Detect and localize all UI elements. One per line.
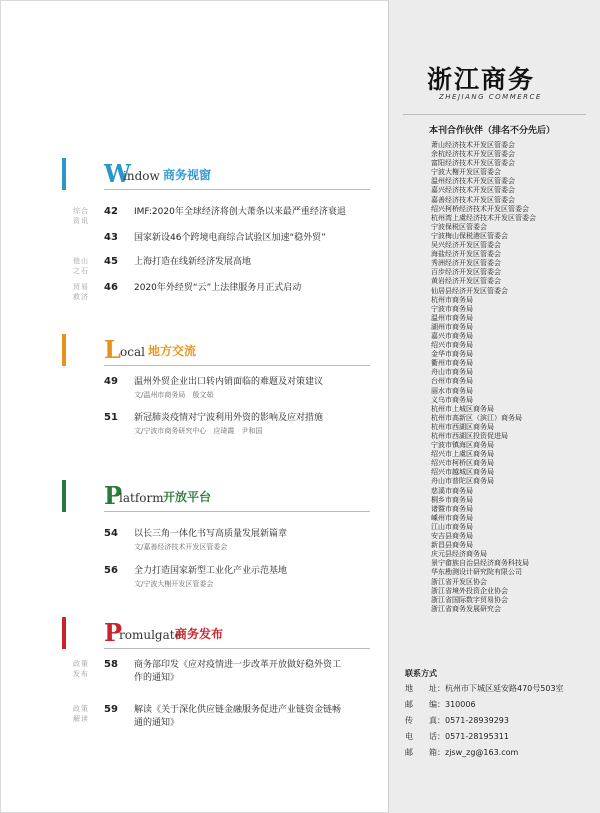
partner-item: 杭州市西湖区投资促进局 [431, 432, 508, 440]
section-accent-bar [62, 158, 66, 190]
partners-title: 本刊合作伙伴（排名不分先后） [429, 126, 556, 136]
partner-item: 金华市商务局 [431, 350, 473, 359]
partner-item: 海盐经济开发区管委会 [431, 250, 501, 259]
page-number: 51 [104, 412, 118, 423]
brand-logo: 浙江商务 [427, 65, 536, 94]
article-author: 文/宁波大榭开发区管委会 [134, 580, 214, 588]
partner-item: 百步经济开发区管委会 [431, 268, 501, 277]
section-accent-bar [62, 334, 66, 366]
partner-item: 台州市商务局 [431, 377, 473, 386]
category-label: 政策解读 [73, 705, 89, 723]
contact-label: 邮 [405, 700, 415, 709]
partner-item: 衢州市商务局 [431, 359, 473, 368]
page-number: 42 [104, 206, 118, 217]
page-number: 46 [104, 282, 118, 293]
partner-item: 庆元县经济商务局 [431, 550, 487, 559]
partner-item: 富阳经济技术开发区管委会 [431, 159, 515, 168]
partner-item: 吴兴经济开发区管委会 [431, 241, 501, 250]
category-label: 贸易救济 [73, 283, 89, 301]
page-number: 56 [104, 565, 118, 576]
article-title: 国家新设46个跨境电商综合试验区加速“稳外贸” [134, 233, 326, 243]
partner-item: 杭州市高新区（滨江）商务局 [431, 413, 522, 422]
section-platform [62, 480, 370, 588]
section-chinese-title: 地方交流 [148, 344, 197, 358]
partner-item: 慈溪市商务局 [431, 486, 473, 495]
contact-label: 地 [405, 684, 415, 693]
contact-label: 邮 [405, 748, 415, 757]
section-initial: W [104, 159, 131, 188]
partner-item: 秀洲经济开发区管委会 [431, 259, 501, 268]
partner-item: 宁波市商务局 [431, 304, 473, 313]
partner-item: 绍兴市越城区商务局 [431, 468, 494, 477]
article-title: 上海打造在线新经济发展高地 [134, 257, 252, 267]
partner-item: 宁波梅山保税港区管委会 [431, 231, 508, 240]
contact-label: 传 [405, 716, 415, 725]
partner-item: 丽水市商务局 [431, 386, 473, 395]
partner-item: 绍兴柯桥经济技术开发区管委会 [431, 204, 529, 213]
partner-item: 杭州市西湖区商务局 [431, 422, 494, 431]
article-title: IMF:2020年全球经济将创大萧条以来最严重经济衰退 [134, 207, 346, 217]
sidebar-divider [403, 114, 586, 115]
partner-item: 浙江省境外投资企业协会 [431, 586, 508, 595]
partner-item: 杭州湾上虞经济技术开发区管委会 [431, 213, 536, 222]
article-title: 2020年外经贸“云”上法律服务月正式启动 [134, 283, 302, 293]
partner-item: 嵊州市商务局 [431, 513, 473, 522]
partner-item: 余杭经济技术开发区管委会 [431, 150, 515, 159]
partner-item: 新昌县商务局 [431, 541, 473, 550]
contact-value: 箱：zjsw_zg@163.com [429, 748, 519, 757]
partner-item: 宁波市镇海区商务局 [431, 441, 494, 450]
partner-item: 浙江省国际数字贸易协会 [431, 595, 508, 604]
contact-value: 址：杭州市下城区延安路470号503室 [429, 684, 564, 693]
partner-item: 嘉善经济技术开发区管委会 [431, 195, 515, 204]
partner-item: 华东勘测设计研究院有限公司 [431, 568, 522, 577]
partner-item: 舟山市商务局 [431, 368, 473, 377]
section-header [62, 480, 370, 514]
partner-item: 景宁畲族自治县经济商务科技局 [431, 559, 529, 568]
contact-value: 真：0571-28939293 [429, 716, 509, 725]
partner-item: 浙江省商务发展研究会 [431, 604, 501, 613]
section-rule [104, 648, 370, 649]
section-chinese-title: 商务视窗 [163, 168, 212, 182]
partner-item: 杭州市商务局 [431, 295, 473, 304]
partner-item: 诸暨市商务局 [431, 504, 473, 513]
section-accent-bar [62, 480, 66, 512]
section-english-title: latform [119, 491, 164, 505]
section-promulgate [62, 617, 370, 728]
section-rule [104, 365, 370, 366]
article-title: 温州外贸企业出口转内销面临的难题及对策建议 [134, 377, 324, 387]
section-english-title: indow [123, 169, 160, 183]
category-label: 政策发布 [73, 660, 89, 678]
partner-item: 舟山市普陀区商务局 [431, 477, 494, 486]
partner-item: 杭州市上城区商务局 [431, 404, 494, 413]
article-author: 文/温州市商务局 殷文茹 [134, 391, 214, 399]
article-author: 文/宁波市商务研究中心 应琦霞 尹和国 [134, 427, 263, 435]
page-number: 54 [104, 528, 118, 539]
section-initial: P [104, 618, 123, 647]
partner-item: 宁波保税区管委会 [431, 222, 487, 231]
section-chinese-title: 开放平台 [163, 490, 212, 504]
partner-item: 绍兴市上虞区商务局 [431, 450, 494, 459]
partner-item: 萧山经济技术开发区管委会 [431, 141, 515, 149]
article-title: 商务部印发《应对疫情进一步改革开放做好稳外资工作的通知》 [134, 660, 342, 683]
contact-label: 电 [405, 732, 415, 741]
contact-title: 联系方式 [405, 669, 437, 678]
partner-item: 嘉兴经济技术开发区管委会 [431, 186, 515, 195]
section-accent-bar [62, 617, 66, 649]
partner-item: 绍兴市柯桥区商务局 [431, 459, 494, 468]
article-title: 全力打造国家新型工业化产业示范基地 [134, 566, 288, 576]
section-header [62, 617, 370, 651]
brand-logo-english: ZHEJIANG COMMERCE [439, 93, 542, 101]
page-number: 59 [104, 704, 118, 715]
page-number: 45 [104, 256, 118, 267]
category-label: 综合资讯 [73, 207, 89, 225]
partner-item: 绍兴市商务局 [431, 341, 473, 350]
partner-item: 嘉兴市商务局 [431, 331, 473, 340]
section-english-title: ocal [120, 345, 145, 359]
contact-value: 话：0571-28195311 [429, 732, 509, 741]
article-title: 解读《关于深化供应链金融服务促进产业链资金链畅通的通知》 [134, 705, 342, 728]
partner-item: 温州经济技术开发区管委会 [431, 177, 515, 186]
section-header [62, 334, 370, 368]
partner-item: 桐乡市商务局 [431, 495, 473, 504]
sidebar [388, 0, 600, 813]
section-chinese-title: 商务发布 [175, 627, 224, 641]
page-number: 43 [104, 232, 118, 243]
partner-item: 宁波大榭开发区管委会 [431, 168, 501, 177]
partner-item: 浙江省开发区协会 [431, 577, 487, 586]
section-rule [104, 511, 370, 512]
partner-item: 安吉县商务局 [431, 532, 473, 541]
article-title: 以长三角一体化书写高质量发展新篇章 [134, 529, 288, 539]
article-title: 新冠肺炎疫情对宁波利用外资的影响及应对措施 [134, 413, 324, 423]
partner-item: 义乌市商务局 [431, 395, 473, 404]
partner-item: 仙居县经济开发区管委会 [431, 286, 508, 295]
contact-value: 编：310006 [429, 700, 476, 709]
section-local [62, 334, 370, 435]
section-initial: P [104, 481, 123, 510]
category-label: 他山之石 [73, 257, 89, 275]
section-initial: L [104, 335, 121, 364]
section-rule [104, 189, 370, 190]
page-number: 58 [104, 659, 118, 670]
partner-item: 黄岩经济开发区管委会 [431, 277, 501, 286]
section-english-title: romulgate [119, 628, 182, 642]
partners-list [431, 141, 536, 614]
partner-item: 江山市商务局 [431, 522, 473, 531]
section-window [62, 158, 370, 301]
partner-item: 湖州市商务局 [431, 322, 473, 331]
section-header [62, 158, 370, 192]
article-author: 文/嘉善经济技术开发区管委会 [134, 543, 228, 551]
partner-item: 温州市商务局 [431, 313, 473, 322]
page-number: 49 [104, 376, 118, 387]
